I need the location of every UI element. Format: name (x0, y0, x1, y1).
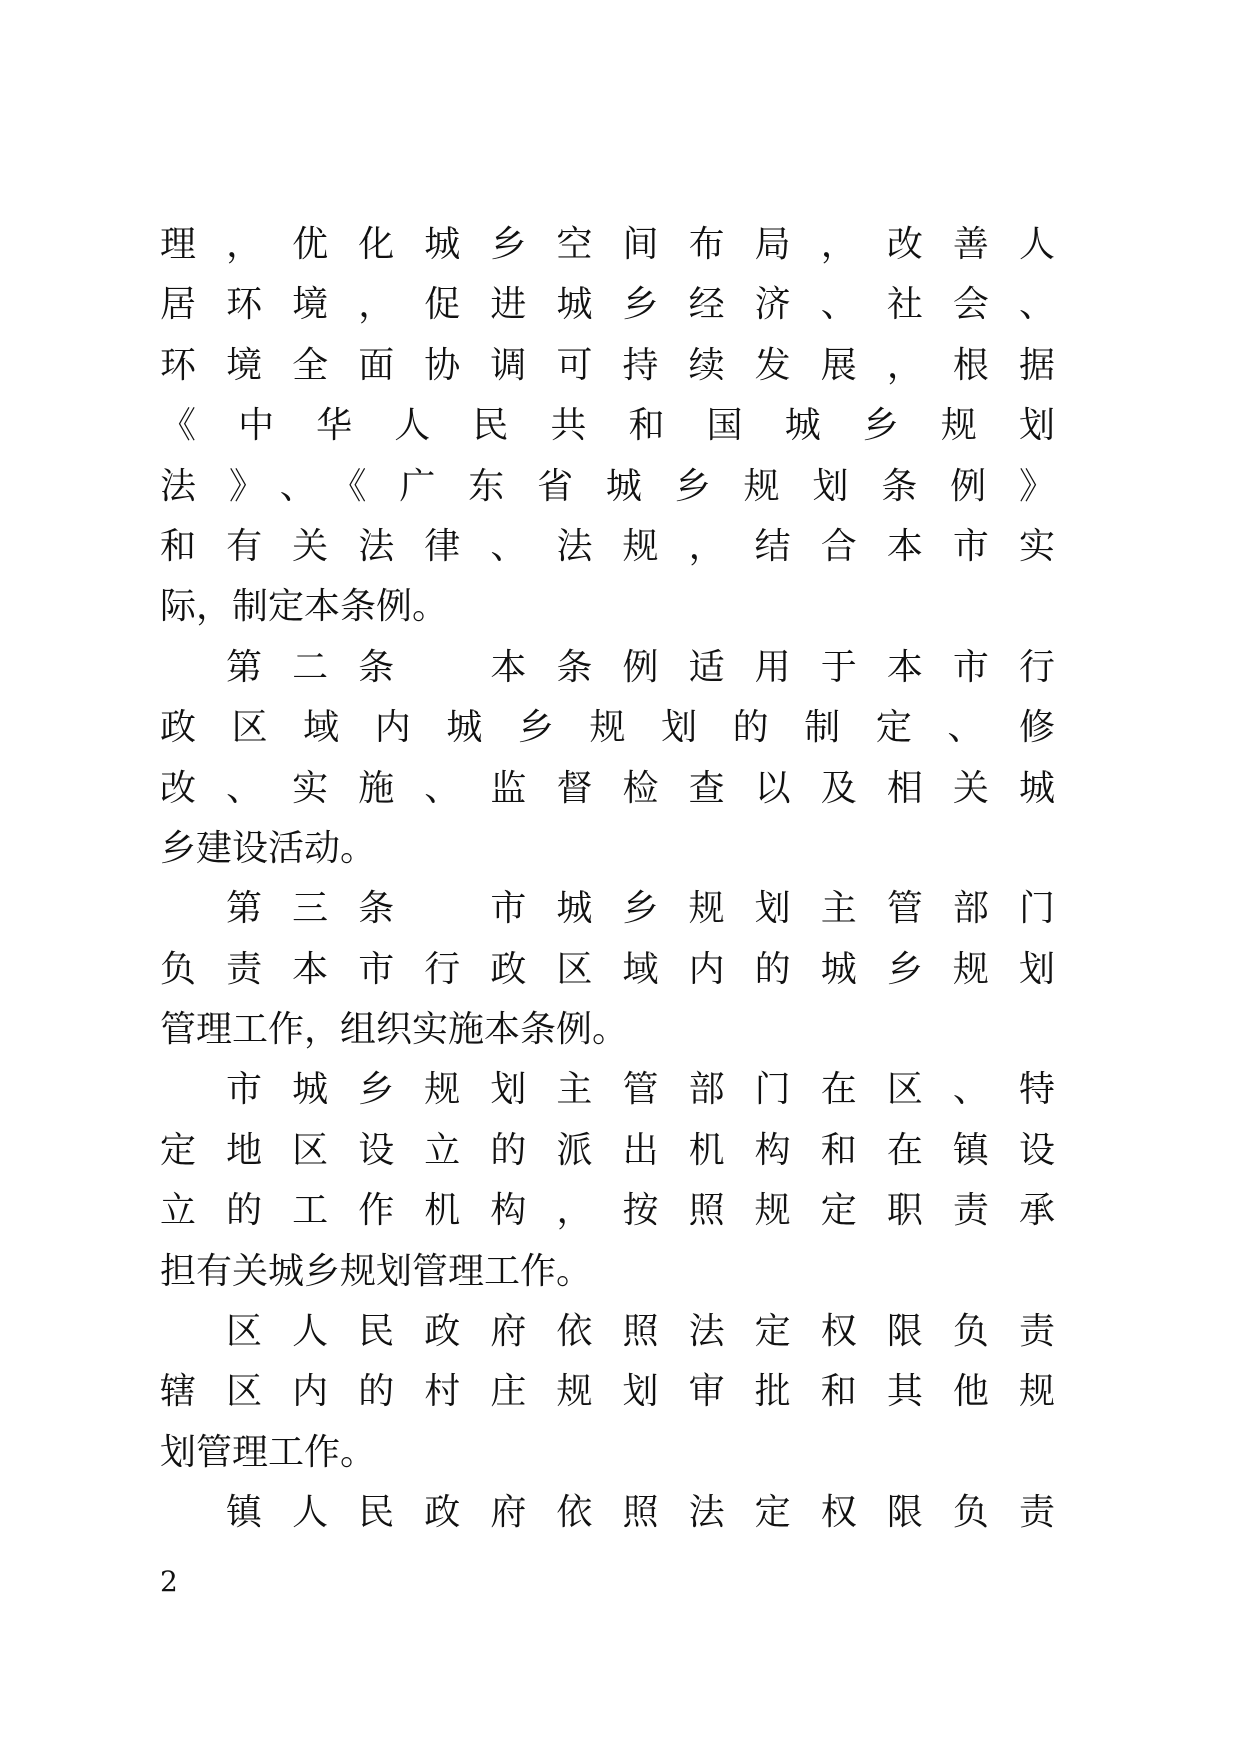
text-line: 《中华人民共和国城乡规划 (160, 405, 1055, 447)
text-line: 第三条 市城乡规划主管部门 (226, 888, 1055, 930)
text-line: 划管理工作。 (160, 1431, 377, 1473)
text-line: 理，优化城乡空间布局，改善人 (160, 224, 1055, 265)
text-line: 政区域内城乡规划的制定、修 (160, 707, 1055, 749)
text-line: 际，制定本条例。 (160, 586, 449, 628)
text-line: 乡建设活动。 (160, 827, 377, 869)
text-line: 负责本市行政区域内的城乡规划 (160, 948, 1055, 990)
text-line: 区人民政府依照法定权限负责 (226, 1311, 1055, 1353)
text-line: 辖区内的村庄规划审批和其他规 (160, 1371, 1055, 1413)
text-line: 担有关城乡规划管理工作。 (160, 1250, 593, 1292)
text-line: 环境全面协调可持续发展，根据 (160, 344, 1055, 386)
text-line: 立的工作机构，按照规定职责承 (160, 1190, 1055, 1232)
text-line: 改、实施、监督检查以及相关城 (160, 767, 1055, 809)
text-line: 和有关法律、法规，结合本市实 (160, 525, 1055, 567)
body-text (160, 215, 1055, 1544)
text-line: 市城乡规划主管部门在区、特 (226, 1069, 1055, 1111)
text-line: 居环境，促进城乡经济、社会、 (160, 284, 1055, 326)
text-line: 法》、《广东省城乡规划条例》 (160, 465, 1055, 507)
text-line: 镇人民政府依照法定权限负责 (226, 1492, 1055, 1534)
text-line: 定地区设立的派出机构和在镇设 (160, 1129, 1055, 1171)
text-line: 管理工作，组织实施本条例。 (160, 1009, 629, 1051)
page-number: 2 (160, 1565, 178, 1598)
text-line: 第二条 本条例适用于本市行 (226, 646, 1055, 688)
